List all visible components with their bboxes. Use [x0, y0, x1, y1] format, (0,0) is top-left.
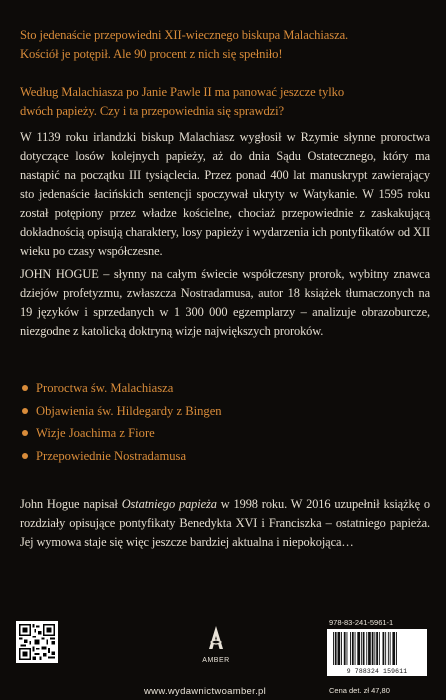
isbn-number: 978-83-241-5961-1: [329, 618, 394, 627]
topic-item: Objawienia św. Hildegardy z Bingen: [20, 400, 320, 423]
topics-list: [20, 377, 320, 467]
barcode-bar: [385, 632, 386, 665]
barcode-bar: [388, 632, 389, 665]
barcode-bar: [350, 632, 351, 665]
subheadline: [20, 83, 430, 121]
barcode-bar: [338, 632, 341, 665]
book-title-italic: Ostatniego papieża: [121, 497, 217, 511]
topic-item: Wizje Joachima z Fiore: [20, 422, 320, 445]
barcode-bar: [363, 632, 365, 665]
barcode-bar: [335, 632, 337, 665]
bullet-icon: [22, 453, 28, 459]
bullet-icon: [22, 385, 28, 391]
barcode-bar: [366, 632, 367, 665]
barcode-bar: [368, 632, 371, 665]
barcode-bar: [379, 632, 380, 665]
publisher-logo: [196, 625, 236, 664]
bullet-icon: [22, 430, 28, 436]
barcode-bar: [347, 632, 348, 665]
barcode-bars: [327, 629, 427, 667]
barcode-bar: [333, 632, 334, 665]
barcode-bar: [392, 632, 395, 665]
amber-logo-icon: [207, 625, 225, 651]
qr-code-icon: [16, 621, 58, 663]
topic-item: Przepowiednie Nostradamusa: [20, 445, 320, 468]
barcode-bar: [341, 632, 342, 665]
barcode-bar: [361, 632, 362, 665]
barcode-bar: [355, 632, 356, 665]
price-label: Cena det. zł 47,80: [329, 686, 390, 695]
barcode-bar: [390, 632, 391, 665]
barcode-bar: [344, 632, 346, 665]
publisher-brand: AMBER: [202, 657, 230, 664]
barcode-bar: [396, 632, 397, 665]
barcode-icon: [327, 629, 427, 676]
author-bio-paragraph: JOHN HOGUE – słynny na całym świecie współczesny prorok, wybitny znawca dziejów profetyzmu, zwłaszcza Nostradamusa, autor 18 książek tłumaczonych na 19 języków i sprzedanych w 1 300 000 egzemplarzy – analizuje obrazoburcze, niezgodne z katolicką doktryną wizje największych proroków.: [20, 267, 430, 338]
barcode-bar: [357, 632, 360, 665]
headline-line-2: Kościół je potępił. Ale 90 procent z nich się spełniło!: [20, 47, 283, 61]
barcode-digits: 9 788324 159611: [346, 668, 408, 675]
publisher-url: www.wydawnictwoamber.pl: [144, 686, 266, 697]
barcode-bar: [376, 632, 378, 665]
description-paragraph-3: John Hogue napisał Ostatniego papieża w 1998 roku. W 2016 uzupełnił książkę o rozdziały opisujące pontyfikaty Benedykta XVI i Franciszka – ostatniego papieża. Jej wymowa staje się więc jeszcze bardziej aktualna i niepokojąca…: [20, 497, 430, 549]
topic-item: Proroctwa św. Malachiasza: [20, 377, 320, 400]
barcode-bar: [372, 632, 374, 665]
headline: [20, 26, 430, 64]
barcode-bar: [374, 632, 375, 665]
description-paragraph-1: W 1139 roku irlandzki biskup Malachiasz wygłosił w Rzymie słynne proroctwa dotyczące losów kolejnych papieży, aż do dnia Sądu Ostatecznego, który ma nastąpić na początku III tysiąclecia. Przez ponad 400 lat manuskrypt zawierający sto jedenaście łacińskich sentencji spoczywał ukryty w Watykanie. W 1595 roku został potępiony przez władze kościelne, chociaż przepowiednie z zaskakującą dokładnością opisują charaktery, losy papieży i wydarzenia ich pontyfikatów od XII wieku po czasy współczesne.: [20, 130, 430, 258]
subheadline-line-1: Według Malachiasza po Janie Pawle II ma panować jeszcze tylko: [20, 85, 345, 99]
headline-line-1: Sto jedenaście przepowiedni XII-wiecznego biskupa Malachiasza.: [20, 28, 349, 42]
bullet-icon: [22, 408, 28, 414]
subheadline-line-2: dwóch papieży. Czy i ta przepowiednia się sprawdzi?: [20, 104, 285, 118]
barcode-bar: [352, 632, 354, 665]
barcode-bar: [383, 632, 385, 665]
